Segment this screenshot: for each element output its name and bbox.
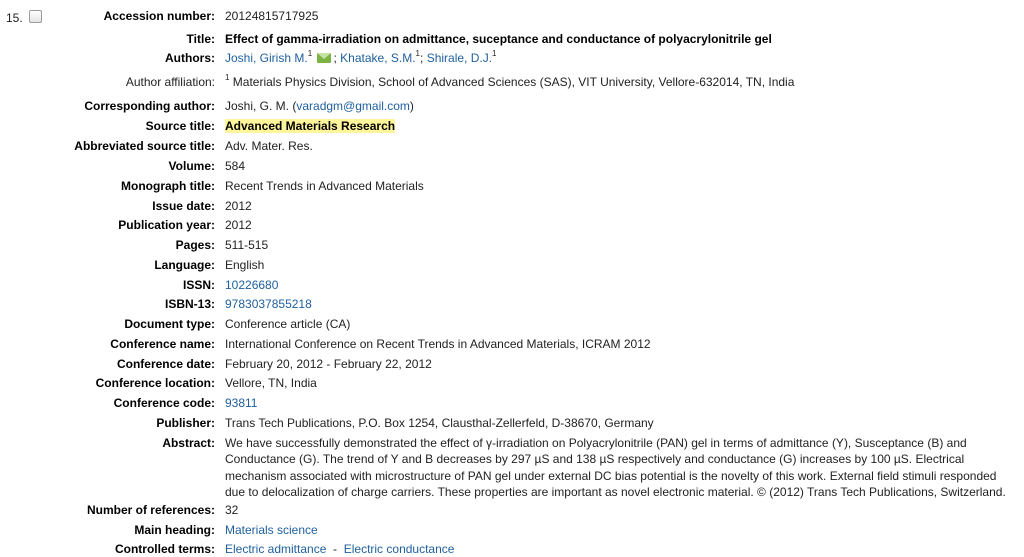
- value-pages: 511-515: [225, 238, 269, 252]
- main-heading-link[interactable]: Materials science: [225, 523, 318, 537]
- label-language: Language:: [154, 258, 215, 272]
- author-affiliation-marker: 1: [492, 49, 497, 58]
- conference-code-link[interactable]: 93811: [225, 396, 258, 410]
- value-corresponding-author: Joshi, G. M. (varadgm@gmail.com): [225, 99, 414, 113]
- value-author-affiliation: [225, 74, 1017, 90]
- value-conference-name: International Conference on Recent Trends in Advanced Materials, ICRAM 2012: [225, 337, 651, 351]
- value-abbreviated-source-title: Adv. Mater. Res.: [225, 139, 313, 153]
- label-controlled-terms: Controlled terms:: [114, 542, 215, 556]
- label-conference-code: Conference code:: [113, 396, 215, 410]
- value-main-heading: [225, 522, 1017, 538]
- controlled-term-link[interactable]: Electric conductance: [343, 542, 455, 556]
- label-author-affiliation: Author affiliation:: [125, 75, 215, 89]
- envelope-icon[interactable]: [317, 53, 331, 63]
- value-conference-code: [225, 395, 1017, 411]
- label-main-heading: Main heading:: [134, 523, 215, 537]
- author-link[interactable]: Shirale, D.J.: [426, 51, 493, 65]
- value-publication-year: 2012: [225, 218, 252, 232]
- affiliation-text: Materials Physics Division, School of Advanced Sciences (SAS), VIT University, Vellore-632014, TN, India: [232, 75, 795, 89]
- author-separator: ;: [333, 51, 337, 65]
- value-issn: [225, 277, 1017, 293]
- value-issue-date: 2012: [225, 199, 252, 213]
- label-source-title: Source title:: [145, 119, 215, 133]
- source-title-highlighted: Advanced Materials Research: [225, 119, 396, 133]
- affiliation-marker: 1: [225, 73, 230, 82]
- value-language: English: [225, 258, 265, 272]
- label-isbn: ISBN-13:: [164, 297, 215, 311]
- label-issn: ISSN:: [182, 278, 215, 292]
- author-link[interactable]: Khatake, S.M.: [340, 51, 416, 65]
- label-document-type: Document type:: [124, 317, 215, 331]
- label-title: Title:: [186, 32, 215, 46]
- label-volume: Volume:: [168, 159, 215, 173]
- author-affiliation-marker: 1: [307, 49, 313, 58]
- corresponding-author-name: Joshi, G. M.: [225, 99, 290, 113]
- author-separator: ;: [420, 51, 424, 65]
- value-conference-date: February 20, 2012 - February 22, 2012: [225, 357, 432, 371]
- controlled-term-link[interactable]: Electric admittance: [225, 542, 327, 556]
- label-issue-date: Issue date:: [152, 199, 215, 213]
- value-authors: [225, 50, 1017, 66]
- value-isbn: [225, 296, 1017, 312]
- value-accession-number: 20124815717925: [225, 9, 319, 23]
- author-link[interactable]: Joshi, Girish M.: [225, 51, 308, 65]
- corresponding-author-email[interactable]: varadgm@gmail.com: [296, 99, 410, 113]
- value-conference-location: Vellore, TN, India: [225, 376, 317, 390]
- record-number: 15.: [6, 11, 23, 25]
- label-monograph-title: Monograph title:: [121, 179, 215, 193]
- label-authors: Authors:: [165, 51, 215, 65]
- value-source-title: [225, 118, 1017, 134]
- value-controlled-terms: Electric admittance - Electric conductance: [225, 542, 455, 556]
- label-publisher: Publisher:: [156, 416, 215, 430]
- value-number-of-references: 32: [225, 503, 239, 517]
- isbn-link[interactable]: 9783037855218: [225, 297, 312, 311]
- label-conference-date: Conference date:: [116, 357, 215, 371]
- label-abstract: Abstract:: [162, 436, 215, 450]
- issn-link[interactable]: 10226680: [225, 278, 279, 292]
- value-volume: 584: [225, 159, 246, 173]
- label-publication-year: Publication year:: [118, 218, 215, 232]
- label-abbreviated-source-title: Abbreviated source title:: [74, 139, 215, 153]
- label-number-of-references: Number of references:: [86, 503, 215, 517]
- label-accession-number: Accession number:: [103, 9, 215, 23]
- label-corresponding-author: Corresponding author:: [84, 99, 215, 113]
- label-pages: Pages:: [175, 238, 215, 252]
- label-conference-location: Conference location:: [95, 376, 215, 390]
- value-publisher: Trans Tech Publications, P.O. Box 1254, Clausthal-Zellerfeld, D-38670, Germany: [225, 416, 654, 430]
- value-abstract: We have successfully demonstrated the effect of γ-irradiation on Polyacrylonitrile (PAN) gel in terms of admittance (Y), Susceptance (B) and Conductance (G). The trend of Y and B decreases by 297 µS and 138 µS respectively and conductance (G) increases by 100 µS. Electrical mechanism associated with microstructure of PAN gel under external DC bias potential is the novelty of this work. External field stimuli responded due to delocalization of charge carriers. These properties are important as novel electronic material. © (2012) Trans Tech Publications, Switzerland.: [225, 436, 1006, 500]
- value-monograph-title: Recent Trends in Advanced Materials: [225, 179, 424, 193]
- value-document-type: Conference article (CA): [225, 317, 351, 331]
- author-affiliation-marker: 1: [415, 49, 420, 58]
- label-conference-name: Conference name:: [110, 337, 215, 351]
- value-title: Effect of gamma-irradiation on admittance, suceptance and conductance of polyacrylonitrile gel: [225, 32, 772, 46]
